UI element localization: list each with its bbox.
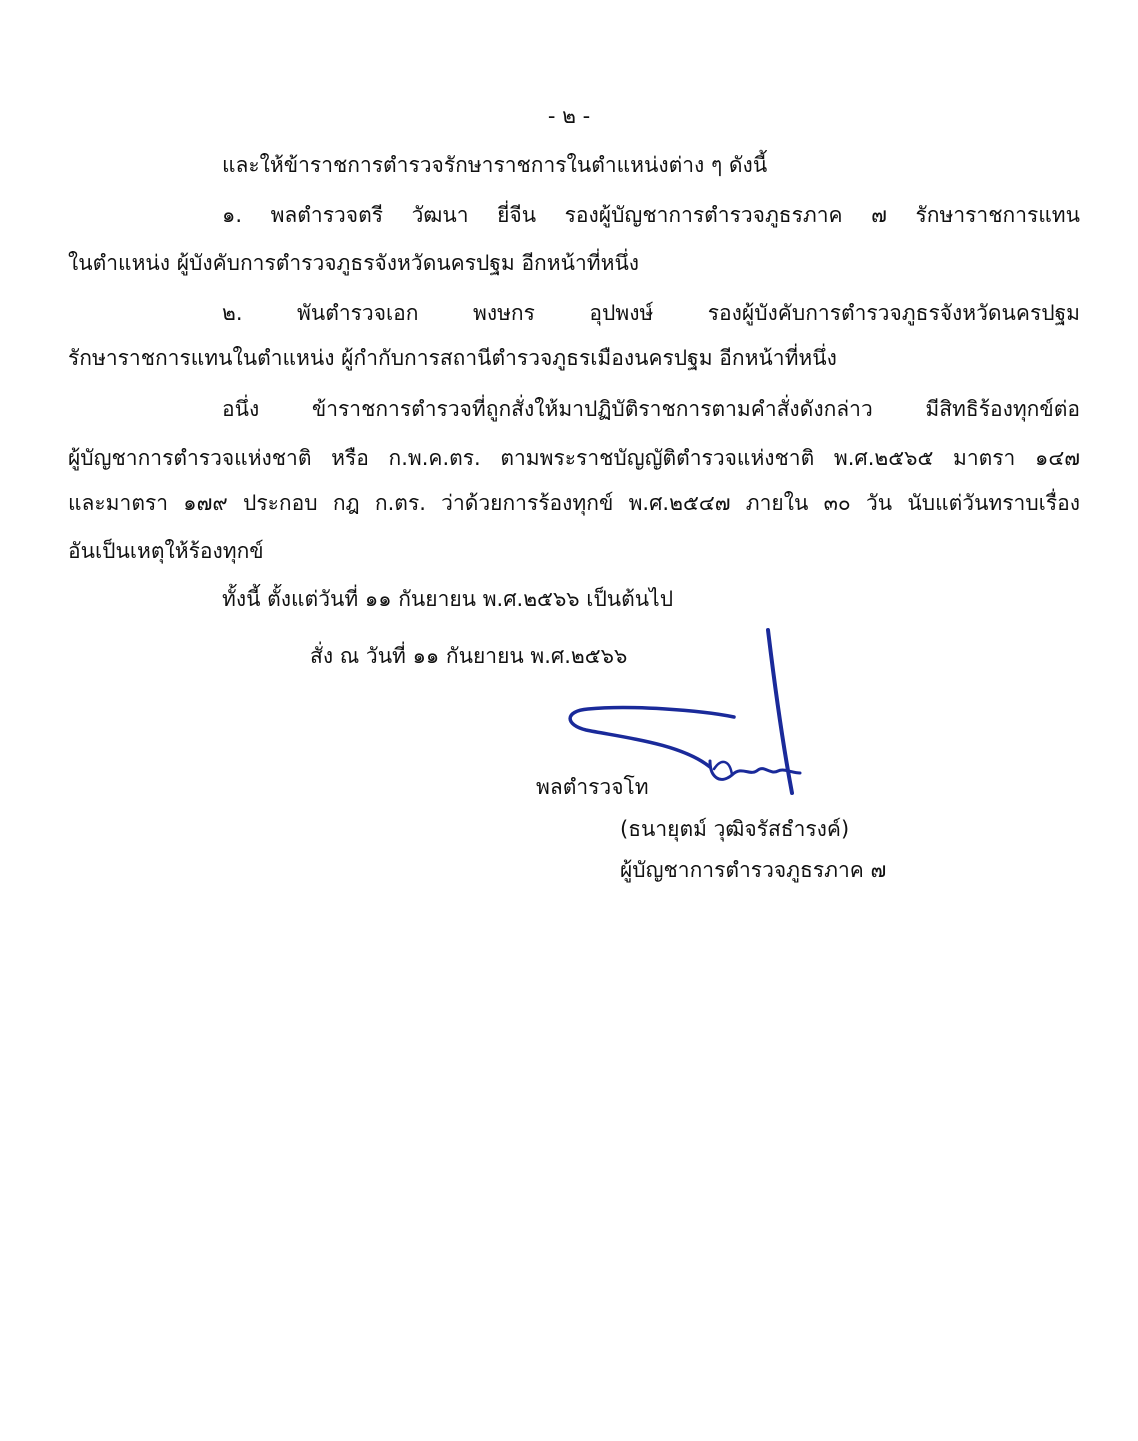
appeal-line-1: อนึ่ง ข้าราชการตำรวจที่ถูกสั่งให้มาปฏิบัติราชการตามคำสั่งดังกล่าว มีสิทธิร้องทุกข์ต่อ	[222, 397, 1080, 421]
item-1-line-1: ๑. พลตำรวจตรี วัฒนา ยี่จีน รองผู้บัญชาการตำรวจภูธรภาค ๗ รักษาราชการแทน	[222, 203, 1080, 227]
signer-name: (ธนายุตม์ วุฒิจรัสธำรงค์)	[620, 817, 850, 841]
page-number: - ๒ -	[547, 104, 591, 128]
effective-date-line: ทั้งนี้ ตั้งแต่วันที่ ๑๑ กันยายน พ.ศ.๒๕๖๖ เป็นต้นไป	[222, 587, 674, 611]
item-1-line-2: ในตำแหน่ง ผู้บังคับการตำรวจภูธรจังหวัดนครปฐม อีกหน้าที่หนึ่ง	[68, 251, 640, 275]
order-date-line: สั่ง ณ วันที่ ๑๑ กันยายน พ.ศ.๒๕๖๖	[310, 644, 628, 668]
item-2-line-2: รักษาราชการแทนในตำแหน่ง ผู้กำกับการสถานีตำรวจภูธรเมืองนครปฐม อีกหน้าที่หนึ่ง	[68, 346, 837, 370]
appeal-line-2: ผู้บัญชาการตำรวจแห่งชาติ หรือ ก.พ.ค.ตร. ตามพระราชบัญญัติตำรวจแห่งชาติ พ.ศ.๒๕๖๕ มาตรา ๑๔๗	[68, 446, 1080, 470]
item-2-line-1: ๒. พันตำรวจเอก พงษกร อุปพงษ์ รองผู้บังคับการตำรวจภูธรจังหวัดนครปฐม	[222, 301, 1080, 325]
appeal-line-3: และมาตรา ๑๗๙ ประกอบ กฎ ก.ตร. ว่าด้วยการร้องทุกข์ พ.ศ.๒๕๔๗ ภายใน ๓๐ วัน นับแต่วันทราบเรื่อง	[68, 491, 1080, 515]
appeal-line-4: อันเป็นเหตุให้ร้องทุกข์	[68, 539, 264, 563]
intro-paragraph: และให้ข้าราชการตำรวจรักษาราชการในตำแหน่งต่าง ๆ ดังนี้	[222, 153, 768, 177]
signer-position: ผู้บัญชาการตำรวจภูธรภาค ๗	[620, 858, 887, 882]
signer-rank: พลตำรวจโท	[536, 775, 649, 799]
